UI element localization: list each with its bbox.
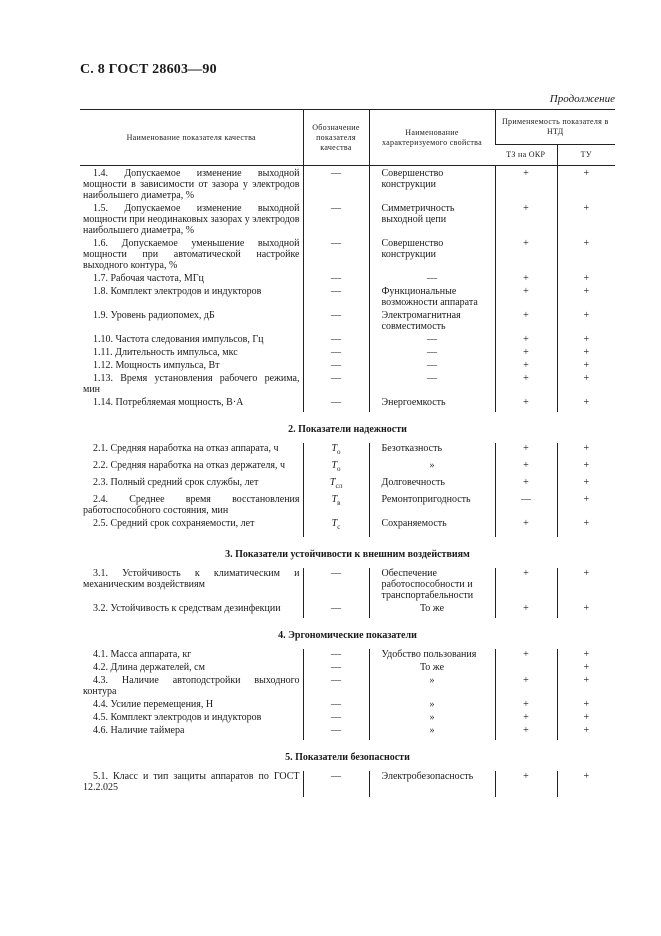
indicator-designation: — [303,310,369,334]
applicability-tz-okr: + [495,310,557,334]
indicator-name: 1.14. Потребляемая мощность, В·А [93,397,244,408]
characterized-property: Энергоемкость [369,397,495,412]
indicator-designation: — [303,568,369,603]
indicator-name: 1.10. Частота следования импульсов, Гц [93,334,264,345]
section-title: 3. Показатели устойчивости к внешним воздействиям [225,549,470,560]
table-row [80,518,615,537]
table-row [80,494,615,518]
indicator-designation: — [303,273,369,286]
indicator-designation: — [303,712,369,725]
applicability-tu: + [557,168,615,203]
indicator-designation: — [303,373,369,397]
indicator-name: 1.11. Длительность импульса, мкс [93,347,238,358]
applicability-tu: + [557,603,615,618]
section-heading-row [80,539,615,568]
designation-symbol [331,460,340,471]
applicability-tu: + [557,360,615,373]
indicator-name: 3.2. Устойчивость к средствам дезинфекции [93,603,281,614]
section-title: 4. Эргономические показатели [278,630,417,641]
column-header-name: Наименование показателя качества [80,110,303,166]
applicability-tz-okr: + [495,649,557,662]
indicator-name: 2.2. Средняя наработка на отказ держателя, ч [93,460,285,471]
applicability-tu: + [557,649,615,662]
designation-subscript: о [337,465,341,473]
applicability-tu: + [557,203,615,238]
applicability-tu: + [557,662,615,675]
indicator-designation: — [303,238,369,273]
applicability-tu: + [557,712,615,725]
table-row [80,477,615,494]
applicability-tu: + [557,334,615,347]
designation-letter: T [329,477,336,488]
applicability-tu: + [557,518,615,537]
indicator-designation [303,477,369,494]
indicator-name: 1.6. Допускаемое уменьшение выходной мощности при автоматической настройке выходного контура, % [83,238,300,271]
table-row [80,675,615,699]
column-header-applicability: Применяемость показателя в НТД [495,110,615,145]
characterized-property: Сохраняемость [369,518,495,537]
indicator-name: 5.1. Класс и тип защиты аппаратов по ГОСТ 12.2.025 [83,771,300,793]
applicability-tz-okr: + [495,460,557,477]
section-heading-row [80,620,615,649]
table-row [80,238,615,273]
applicability-tz-okr: + [495,675,557,699]
designation-letter: T [331,494,338,505]
designation-subscript: сл [335,482,343,490]
designation-symbol [330,477,342,488]
characterized-property: — [369,347,495,360]
table-row [80,168,615,203]
applicability-tu: + [557,310,615,334]
applicability-tz-okr [495,662,557,675]
applicability-tz-okr: + [495,373,557,397]
applicability-tz-okr: + [495,360,557,373]
indicator-designation: — [303,347,369,360]
indicator-name: 4.6. Наличие таймера [93,725,185,736]
applicability-tu: + [557,397,615,412]
indicator-name: 1.13. Время установления рабочего режима, мин [83,373,300,395]
applicability-tz-okr: + [495,712,557,725]
indicator-designation: — [303,649,369,662]
characterized-property: » [369,675,495,699]
applicability-tu: + [557,494,615,518]
characterized-property: — [369,373,495,397]
indicator-name: 1.8. Комплект электродов и индукторов [93,286,262,297]
applicability-tz-okr: + [495,699,557,712]
applicability-tu: + [557,443,615,460]
table-row [80,334,615,347]
applicability-tz-okr: + [495,203,557,238]
table-row [80,347,615,360]
applicability-tz-okr: + [495,334,557,347]
indicator-designation: — [303,334,369,347]
characterized-property: — [369,334,495,347]
designation-letter: T [331,460,338,471]
indicator-designation: — [303,168,369,203]
indicator-designation: — [303,286,369,310]
indicator-designation [303,443,369,460]
section-heading-row [80,742,615,771]
characterized-property: То же [369,603,495,618]
applicability-tu: + [557,238,615,273]
characterized-property: » [369,699,495,712]
applicability-tu: + [557,675,615,699]
characterized-property: Электробезопасность [369,771,495,797]
table-row [80,725,615,740]
indicator-name: 2.4. Среднее время восстановления работоспособного состояния, мин [83,494,300,516]
characterized-property: Удобство пользования [369,649,495,662]
indicator-name: 2.1. Средняя наработка на отказ аппарата, ч [93,443,279,454]
table-row [80,460,615,477]
designation-subscript: с [337,523,341,531]
indicator-designation: — [303,771,369,797]
characterized-property: Безотказность [369,443,495,460]
table-row [80,568,615,603]
applicability-tu: + [557,699,615,712]
table-row [80,373,615,397]
section-title: 2. Показатели надежности [288,424,407,435]
indicator-name: 4.3. Наличие автоподстройки выходного контура [83,675,300,697]
table-row [80,699,615,712]
characterized-property: Электромагнитная совместимость [369,310,495,334]
characterized-property: Долговечность [369,477,495,494]
applicability-tz-okr: + [495,273,557,286]
continuation-label: Продолжение [549,93,615,105]
characterized-property: » [369,460,495,477]
characterized-property: Ремонтопригодность [369,494,495,518]
table-row [80,649,615,662]
indicator-name: 1.4. Допускаемое изменение выходной мощности в зависимости от зазора у электродов наибольшего диаметра, % [83,168,300,201]
designation-symbol [332,494,341,505]
applicability-tz-okr: + [495,443,557,460]
table-row [80,603,615,618]
characterized-property: Обеспечение работоспособности и транспортабельности [369,568,495,603]
applicability-tz-okr: + [495,477,557,494]
indicator-name: 4.2. Длина держателей, см [93,662,205,673]
designation-subscript: в [337,499,341,507]
characterized-property: Функциональные возможности аппарата [369,286,495,310]
indicator-name: 4.1. Масса аппарата, кг [93,649,192,660]
quality-indicators-table [80,109,615,797]
table-row [80,273,615,286]
applicability-tu: + [557,460,615,477]
applicability-tu: + [557,286,615,310]
applicability-tz-okr: + [495,603,557,618]
applicability-tu: + [557,373,615,397]
designation-subscript: о [337,448,341,456]
characterized-property: Совершенство конструкции [369,168,495,203]
designation-symbol [331,443,340,454]
applicability-tu: + [557,568,615,603]
characterized-property: » [369,712,495,725]
applicability-tz-okr: + [495,771,557,797]
applicability-tz-okr: + [495,568,557,603]
indicator-name: 3.1. Устойчивость к климатическим и механическим воздействиям [83,568,300,590]
indicator-designation [303,518,369,537]
column-header-property: Наименование характеризуемого свойства [369,110,495,166]
indicator-designation: — [303,603,369,618]
page-title: С. 8 ГОСТ 28603—90 [80,62,217,77]
characterized-property: То же [369,662,495,675]
indicator-designation [303,460,369,477]
applicability-tu: + [557,347,615,360]
applicability-tz-okr: + [495,238,557,273]
table-row [80,662,615,675]
indicator-designation: — [303,203,369,238]
indicator-name: 1.7. Рабочая частота, МГц [93,273,204,284]
characterized-property: — [369,360,495,373]
characterized-property: Совершенство конструкции [369,238,495,273]
characterized-property: » [369,725,495,740]
applicability-tz-okr: + [495,397,557,412]
table-row [80,443,615,460]
section-title: 5. Показатели безопасности [285,752,410,763]
indicator-name: 4.5. Комплект электродов и индукторов [93,712,262,723]
table-row [80,771,615,797]
indicator-designation: — [303,397,369,412]
designation-letter: T [331,518,338,529]
table-row [80,286,615,310]
indicator-designation: — [303,662,369,675]
applicability-tu: + [557,477,615,494]
table-row [80,397,615,412]
applicability-tz-okr: + [495,347,557,360]
column-header-tz-okr: ТЗ на ОКР [495,145,557,166]
applicability-tz-okr: + [495,286,557,310]
indicator-designation: — [303,725,369,740]
indicator-name: 1.12. Мощность импульса, Вт [93,360,220,371]
indicator-designation [303,494,369,518]
indicator-name: 1.5. Допускаемое изменение выходной мощности при неодинаковых зазорах у электродов наибольшего диаметра, % [83,203,300,236]
applicability-tz-okr: + [495,518,557,537]
table-row [80,712,615,725]
table-body [80,166,615,798]
applicability-tz-okr: — [495,494,557,518]
table-row [80,360,615,373]
designation-symbol [332,518,341,529]
indicator-name: 4.4. Усилие перемещения, Н [93,699,214,710]
indicator-name: 2.3. Полный средний срок службы, лет [93,477,259,488]
applicability-tz-okr: + [495,168,557,203]
characterized-property: Симметричность выходной цепи [369,203,495,238]
table-row [80,203,615,238]
applicability-tz-okr: + [495,725,557,740]
applicability-tu: + [557,725,615,740]
column-header-designation: Обозначение показателя качества [303,110,369,166]
indicator-name: 1.9. Уровень радиопомех, дБ [93,310,215,321]
column-header-tu: ТУ [557,145,615,166]
applicability-tu: + [557,273,615,286]
indicator-designation: — [303,699,369,712]
table-row [80,310,615,334]
indicator-designation: — [303,360,369,373]
indicator-designation: — [303,675,369,699]
indicator-name: 2.5. Средний срок сохраняемости, лет [93,518,255,529]
table-header [80,110,615,166]
section-heading-row [80,414,615,443]
applicability-tu: + [557,771,615,797]
designation-letter: T [331,443,338,454]
characterized-property: — [369,273,495,286]
